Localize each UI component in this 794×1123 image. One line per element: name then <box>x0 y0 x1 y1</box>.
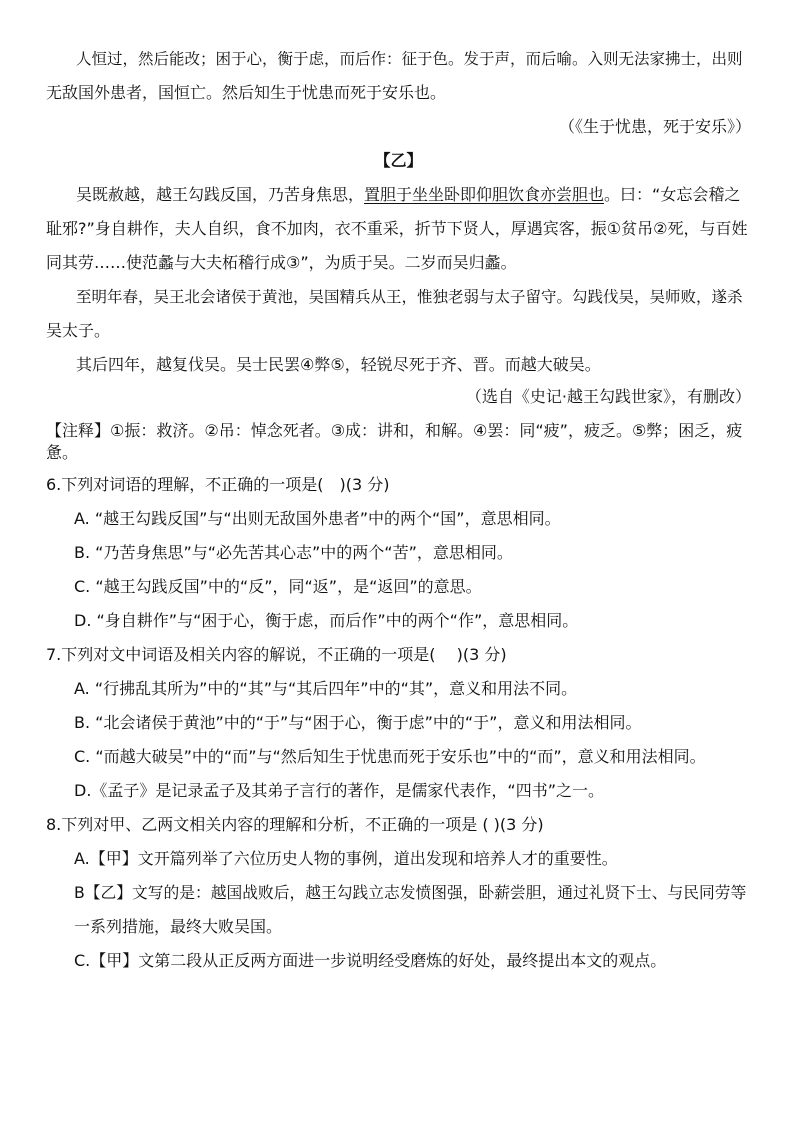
yi-p1-line-1 <box>76 184 740 206</box>
q6-option-a: A. “越王勾践反国”与“出则无敌国外患者”中的两个“国”，意思相同。 <box>74 509 561 528</box>
q6-option-d: D. “身自耕作”与“困于心，衡于虑，而后作”中的两个“作”，意思相同。 <box>74 611 579 630</box>
yi-p1-line-2: 耻邪?”身自耕作，夫人自织，食不加肉，衣不重采，折节下贤人，厚遇宾客，振①贫吊②死，与百姓 <box>46 219 748 238</box>
q6-stem: 6.下列对词语的理解，不正确的一项是( )(3 分) <box>46 475 390 494</box>
yi-p3-line-1: 其后四年，越复伐吴。吴士民罢④弊⑤，轻锐尽死于齐、晋。而越大破吴。 <box>76 355 601 374</box>
q7-option-d: D.《孟子》是记录孟子及其弟子言行的著作，是儒家代表作，“四书”之一。 <box>74 781 604 800</box>
yi-underlined-sentence: 置胆于坐坐卧即仰胆饮食亦尝胆也 <box>364 185 605 204</box>
q8-option-c: C.【甲】文第二段从正反两方面进一步说明经受磨炼的好处，最终提出本文的观点。 <box>74 951 667 970</box>
yi-p2-line-1: 至明年春，吴王北会诸侯于黄池，吴国精兵从王，惟独老弱与太子留守。勾践伐吴，吴师败，遂杀 <box>76 288 743 306</box>
q7-option-c: C. “而越大破吴”中的“而”与“然后知生于忧患而死于安乐也”中的“而”，意义和用法相同。 <box>74 747 706 766</box>
yi-p1-line-1-b: 。曰：“女忘会稽之 <box>604 185 741 204</box>
yi-source: （选自《史记·越王勾践世家》，有删改） <box>465 387 751 406</box>
yi-heading: 【乙】 <box>374 151 423 170</box>
yi-p1-line-3: 同其劳……使范蠡与大夫柘稽行成③”，为质于吴。二岁而吴归蠡。 <box>46 253 517 272</box>
q6-option-c: C. “越王勾践反国”中的“反”，同“返”，是“返回”的意思。 <box>74 577 482 596</box>
notes-line-2: 惫。 <box>46 443 79 462</box>
jia-text-line-2: 无敌国外患者，国恒亡。然后知生于忧患而死于安乐也。 <box>46 83 447 102</box>
q7-stem: 7.下列对文中词语及相关内容的解说，不正确的一项是( )(3 分) <box>46 645 507 664</box>
yi-p1-line-1-a: 吴既赦越，越王勾践反国，乃苦身焦思， <box>76 185 365 204</box>
jia-text-line-1: 人恒过，然后能改；困于心，衡于虑，而后作：征于色。发于声，而后喻。入则无法家拂士，出则 <box>76 50 743 68</box>
q7-option-a: A. “行拂乱其所为”中的“其”与“其后四年”中的“其”，意义和用法不同。 <box>74 679 578 698</box>
q8-stem: 8.下列对甲、乙两文相关内容的理解和分析，不正确的一项是 ( )(3 分) <box>46 815 544 834</box>
q8-option-a: A.【甲】文开篇列举了六位历史人物的事例，道出发现和培养人才的重要性。 <box>74 849 618 868</box>
notes-line-1: 【注释】①振：救济。②吊：悼念死者。③成：讲和，和解。④罢：同“疲”，疲乏。⑤弊；困乏，疲 <box>46 421 743 440</box>
q7-option-b: B. “北会诸侯于黄池”中的“于”与“困于心，衡于虑”中的“于”，意义和用法相同。 <box>74 713 642 732</box>
q8-option-b-line-1: B【乙】文写的是：越国战败后，越王勾践立志发愤图强，卧薪尝胆，通过礼贤下士、与民同劳等 <box>74 883 747 902</box>
yi-p2-line-2: 吴太子。 <box>46 321 111 340</box>
q8-option-b-line-2: 一系列措施，最终大败吴国。 <box>74 917 283 936</box>
jia-source: （《生于忧患，死于安乐》） <box>558 117 751 136</box>
q6-option-b: B. “乃苦身焦思”与“必先苦其心志”中的两个“苦”，意思相同。 <box>74 543 513 562</box>
